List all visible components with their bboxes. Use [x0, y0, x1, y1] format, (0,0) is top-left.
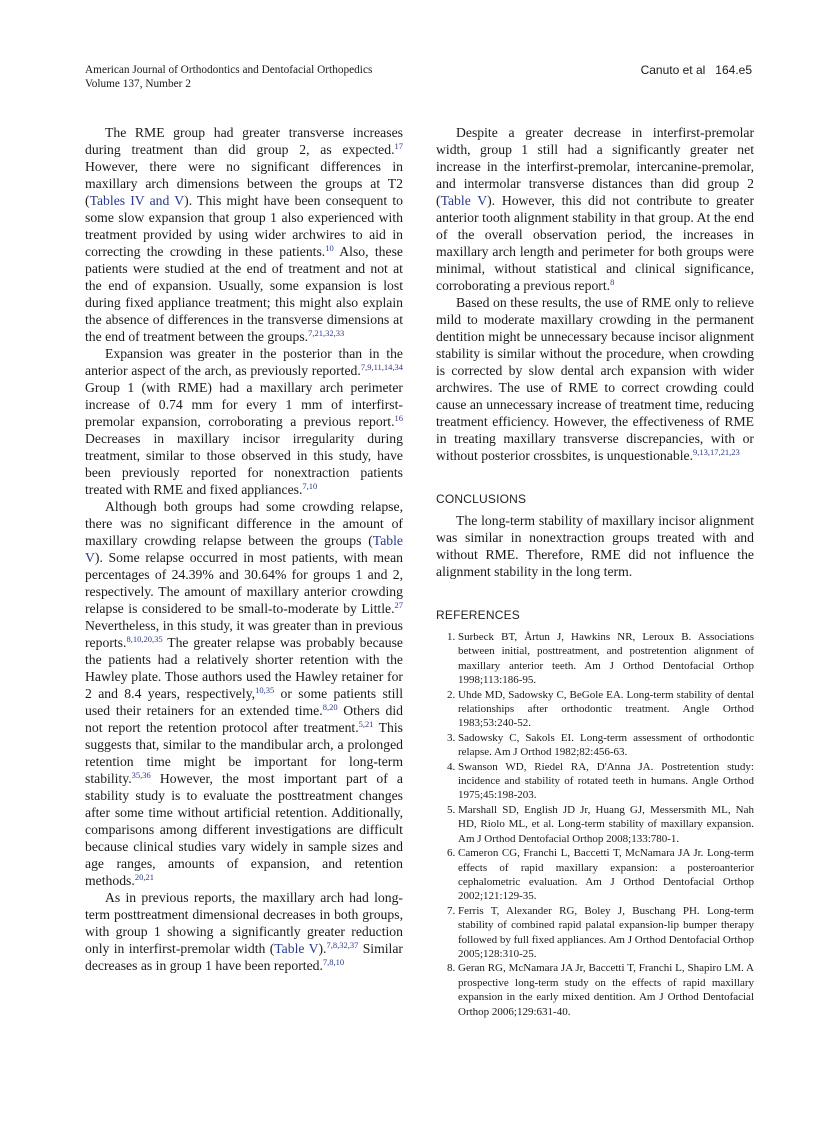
discussion-body-continued: [436, 124, 754, 464]
paragraph-text: The RME group had greater transverse increases during treatment than did group 2, as expected.: [85, 125, 403, 157]
citation-superscript[interactable]: 8,20: [322, 702, 338, 712]
paragraph-text: ).: [318, 941, 327, 956]
reference-list: [436, 630, 754, 1019]
paragraph: [436, 124, 754, 294]
citation-superscript[interactable]: 5,21: [358, 719, 374, 729]
reference-item: 8. Geran RG, McNamara JA Jr, Baccetti T, Franchi L, Shapiro LM. A prospective long-term study on the effects of rapid maxillary expansion in the early mixed dentition. Am J Orthod Dentofacial Orthop 2006;129:631-40.: [458, 961, 754, 1019]
discussion-body: [85, 124, 403, 974]
paragraph-text: However, the most important part of a stability study is to evaluate the posttreatment changes after some time without artificial retention. Additionally, comparisons among different investigations are difficult because clinical studies vary widely in sample sizes and age ranges, amounts of expansion, and retention methods.: [85, 771, 403, 888]
journal-title: American Journal of Orthodontics and Dentofacial Orthopedics: [85, 64, 373, 76]
citation-superscript[interactable]: 8,10,20,35: [126, 634, 163, 644]
paragraph: [85, 345, 403, 498]
citation-superscript[interactable]: 7,21,32,33: [308, 328, 345, 338]
table-link[interactable]: Table V: [440, 193, 488, 208]
citation-superscript[interactable]: 7,10: [302, 481, 318, 491]
reference-item: 1. Surbeck BT, Årtun J, Hawkins NR, Leroux B. Associations between initial, posttreatment, and postretention alignment of maxillary anterior teeth. Am J Orthod Dentofacial Orthop 1998;113:186-95.: [458, 630, 754, 688]
citation-superscript[interactable]: 17: [394, 141, 403, 151]
paragraph: [85, 889, 403, 974]
citation-superscript[interactable]: 27: [394, 600, 403, 610]
paragraph-text: The greater relapse was probably because the patients had a relatively shorter retention with the Hawley plate. Those authors used the Hawley retainer for 2 and 8.4 years, respectively,: [85, 635, 403, 701]
reference-item: 7. Ferris T, Alexander RG, Boley J, Buschang PH. Long-term stability of combined rapid palatal expansion-lip bumper therapy followed by full fixed appliances. Am J Orthod Dentofacial Orthop 2005;128:310-25.: [458, 904, 754, 962]
citation-superscript[interactable]: 35,36: [131, 770, 151, 780]
paragraph-text: ). Some relapse occurred in most patients, with mean percentages of 24.39% and 30.64% for groups 1 and 2, respectively. The amount of maxillary anterior crowding relapse is considered to be small-to-moderate by Little.: [85, 550, 403, 616]
paragraph-text: or some patients still used their retainers for an extended time.: [85, 686, 403, 718]
paragraph-text: Based on these results, the use of RME only to relieve mild to moderate maxillary crowding in the permanent dentition might be unnecessary because incisor alignment stability is similar without the procedure, when crowding is corrected by slow dental arch expansion with wider archwires. The use of RME to correct crowding could cause an unnecessary increase of treatment time, reducing treatment efficiency. However, the effectiveness of RME in treating maxillary transverse discrepancies, with or without posterior crossbites, is unquestionable.: [436, 295, 754, 463]
paragraph-text: Similar decreases as in group 1 have been reported.: [85, 941, 403, 973]
paragraph-text: This suggests that, similar to the mandibular arch, a prolonged retention time might be important for long-term stability.: [85, 720, 403, 786]
paragraph-text: Also, these patients were studied at the end of treatment and not at the end of expansion. Usually, some expansion is lost during fixed appliance treatment; this might also explain the absence of differences in the transverse dimensions at the end of treatment between the groups.: [85, 244, 403, 344]
paragraph-text: Expansion was greater in the posterior than in the anterior aspect of the arch, as previously reported.: [85, 346, 403, 378]
author-short: Canuto et al: [640, 63, 706, 77]
table-link[interactable]: Tables IV and V: [89, 193, 185, 208]
citation-superscript[interactable]: 8: [610, 277, 615, 287]
running-header-journal: [85, 63, 372, 91]
table-link[interactable]: Table V: [274, 941, 319, 956]
citation-superscript[interactable]: 7,9,11,14,34: [360, 362, 403, 372]
paragraph-text: Although both groups had some crowding relapse, there was no significant difference in the amount of maxillary crowding relapse between the groups (: [85, 499, 403, 548]
paragraph-text: Decreases in maxillary incisor irregularity during treatment, similar to those observed in this study, have been previously reported for nonextraction patients treated with RME and fixed appliances.: [85, 431, 403, 497]
reference-item: 2. Uhde MD, Sadowsky C, BeGole EA. Long-term stability of dental relationships after orthodontic treatment. Angle Orthod 1983;53:240-52.: [458, 688, 754, 731]
reference-item: 5. Marshall SD, English JD Jr, Huang GJ, Messersmith ML, Nah HD, Riolo ML, et al. Long-term stability of maxillary expansion. Am J Orthod Dentofacial Orthop 2008;133:780-1.: [458, 803, 754, 846]
citation-superscript[interactable]: 7,8,32,37: [326, 940, 359, 950]
running-header-page: [641, 63, 752, 77]
paragraph-text: The long-term stability of maxillary incisor alignment was similar in nonextraction groups treated with and without RME. Therefore, RME did not influence the alignment stability in the long term.: [436, 513, 754, 579]
citation-superscript[interactable]: 7,8,10: [322, 957, 345, 967]
paragraph: [85, 498, 403, 889]
paragraph: [436, 512, 754, 580]
paragraph-text: However, there were no significant differences in maxillary arch dimensions between the groups at T2 (: [85, 159, 403, 208]
conclusions-body: [436, 512, 754, 580]
paragraph-text: Others did not report the retention protocol after treatment.: [85, 703, 403, 735]
paragraph-text: Nevertheless, in this study, it was greater than in previous reports.: [85, 618, 403, 650]
citation-superscript[interactable]: 10,35: [255, 685, 275, 695]
page-number: 164.e5: [715, 63, 752, 77]
paragraph-text: ). This might have been consequent to some slow expansion that group 1 also experienced with treatment provided by using wider archwires to aid in correcting the crowding in these patients.: [85, 193, 403, 259]
reference-item: 4. Swanson WD, Riedel RA, D'Anna JA. Postretention study: incidence and stability of rotated teeth in humans. Angle Orthod 1975;45:198-203.: [458, 760, 754, 803]
citation-superscript[interactable]: 16: [394, 413, 403, 423]
paragraph-text: Group 1 (with RME) had a maxillary arch perimeter increase of 0.74 mm for every 1 mm of interfirst-premolar expansion, corroborating a previous report.: [85, 380, 403, 429]
reference-item: 6. Cameron CG, Franchi L, Baccetti T, McNamara JA Jr. Long-term effects of rapid maxillary expansion: a posteroanterior cephalometric evaluation. Am J Orthod Dentofacial Orthop 2002;121:129-35.: [458, 846, 754, 904]
references-heading: REFERENCES: [436, 608, 521, 622]
paragraph: [85, 124, 403, 345]
left-column: [85, 124, 403, 974]
table-link[interactable]: Table V: [85, 533, 403, 565]
paragraph-text: Despite a greater decrease in interfirst-premolar width, group 1 still had a significantly greater net increase in the interfirst-premolar, intercanine-premolar, and intermolar transverse distances than did group 2 (: [436, 125, 754, 208]
citation-superscript[interactable]: 9,13,17,21,23: [693, 447, 740, 457]
citation-superscript[interactable]: 10: [325, 243, 334, 253]
paragraph-text: ). However, this did not contribute to greater anterior tooth alignment stability in that group. At the end of the overall observation period, the increases in maxillary arch length and perimeter for both groups were minimal, without statistical and clinical significance, corroborating a previous report.: [436, 193, 755, 293]
paragraph: [436, 294, 754, 464]
citation-superscript[interactable]: 20,21: [134, 872, 154, 882]
conclusions-heading: CONCLUSIONS: [436, 492, 527, 506]
paragraph-text: As in previous reports, the maxillary arch had long-term posttreatment dimensional decreases in both groups, with group 1 showing a significantly greater reduction only in interfirst-premolar width (: [85, 890, 403, 956]
journal-volume: Volume 137, Number 2: [85, 78, 191, 90]
right-column: [436, 124, 754, 1019]
reference-item: 3. Sadowsky C, Sakols EI. Long-term assessment of orthodontic relapse. Am J Orthod 1982;82:456-63.: [458, 731, 754, 760]
